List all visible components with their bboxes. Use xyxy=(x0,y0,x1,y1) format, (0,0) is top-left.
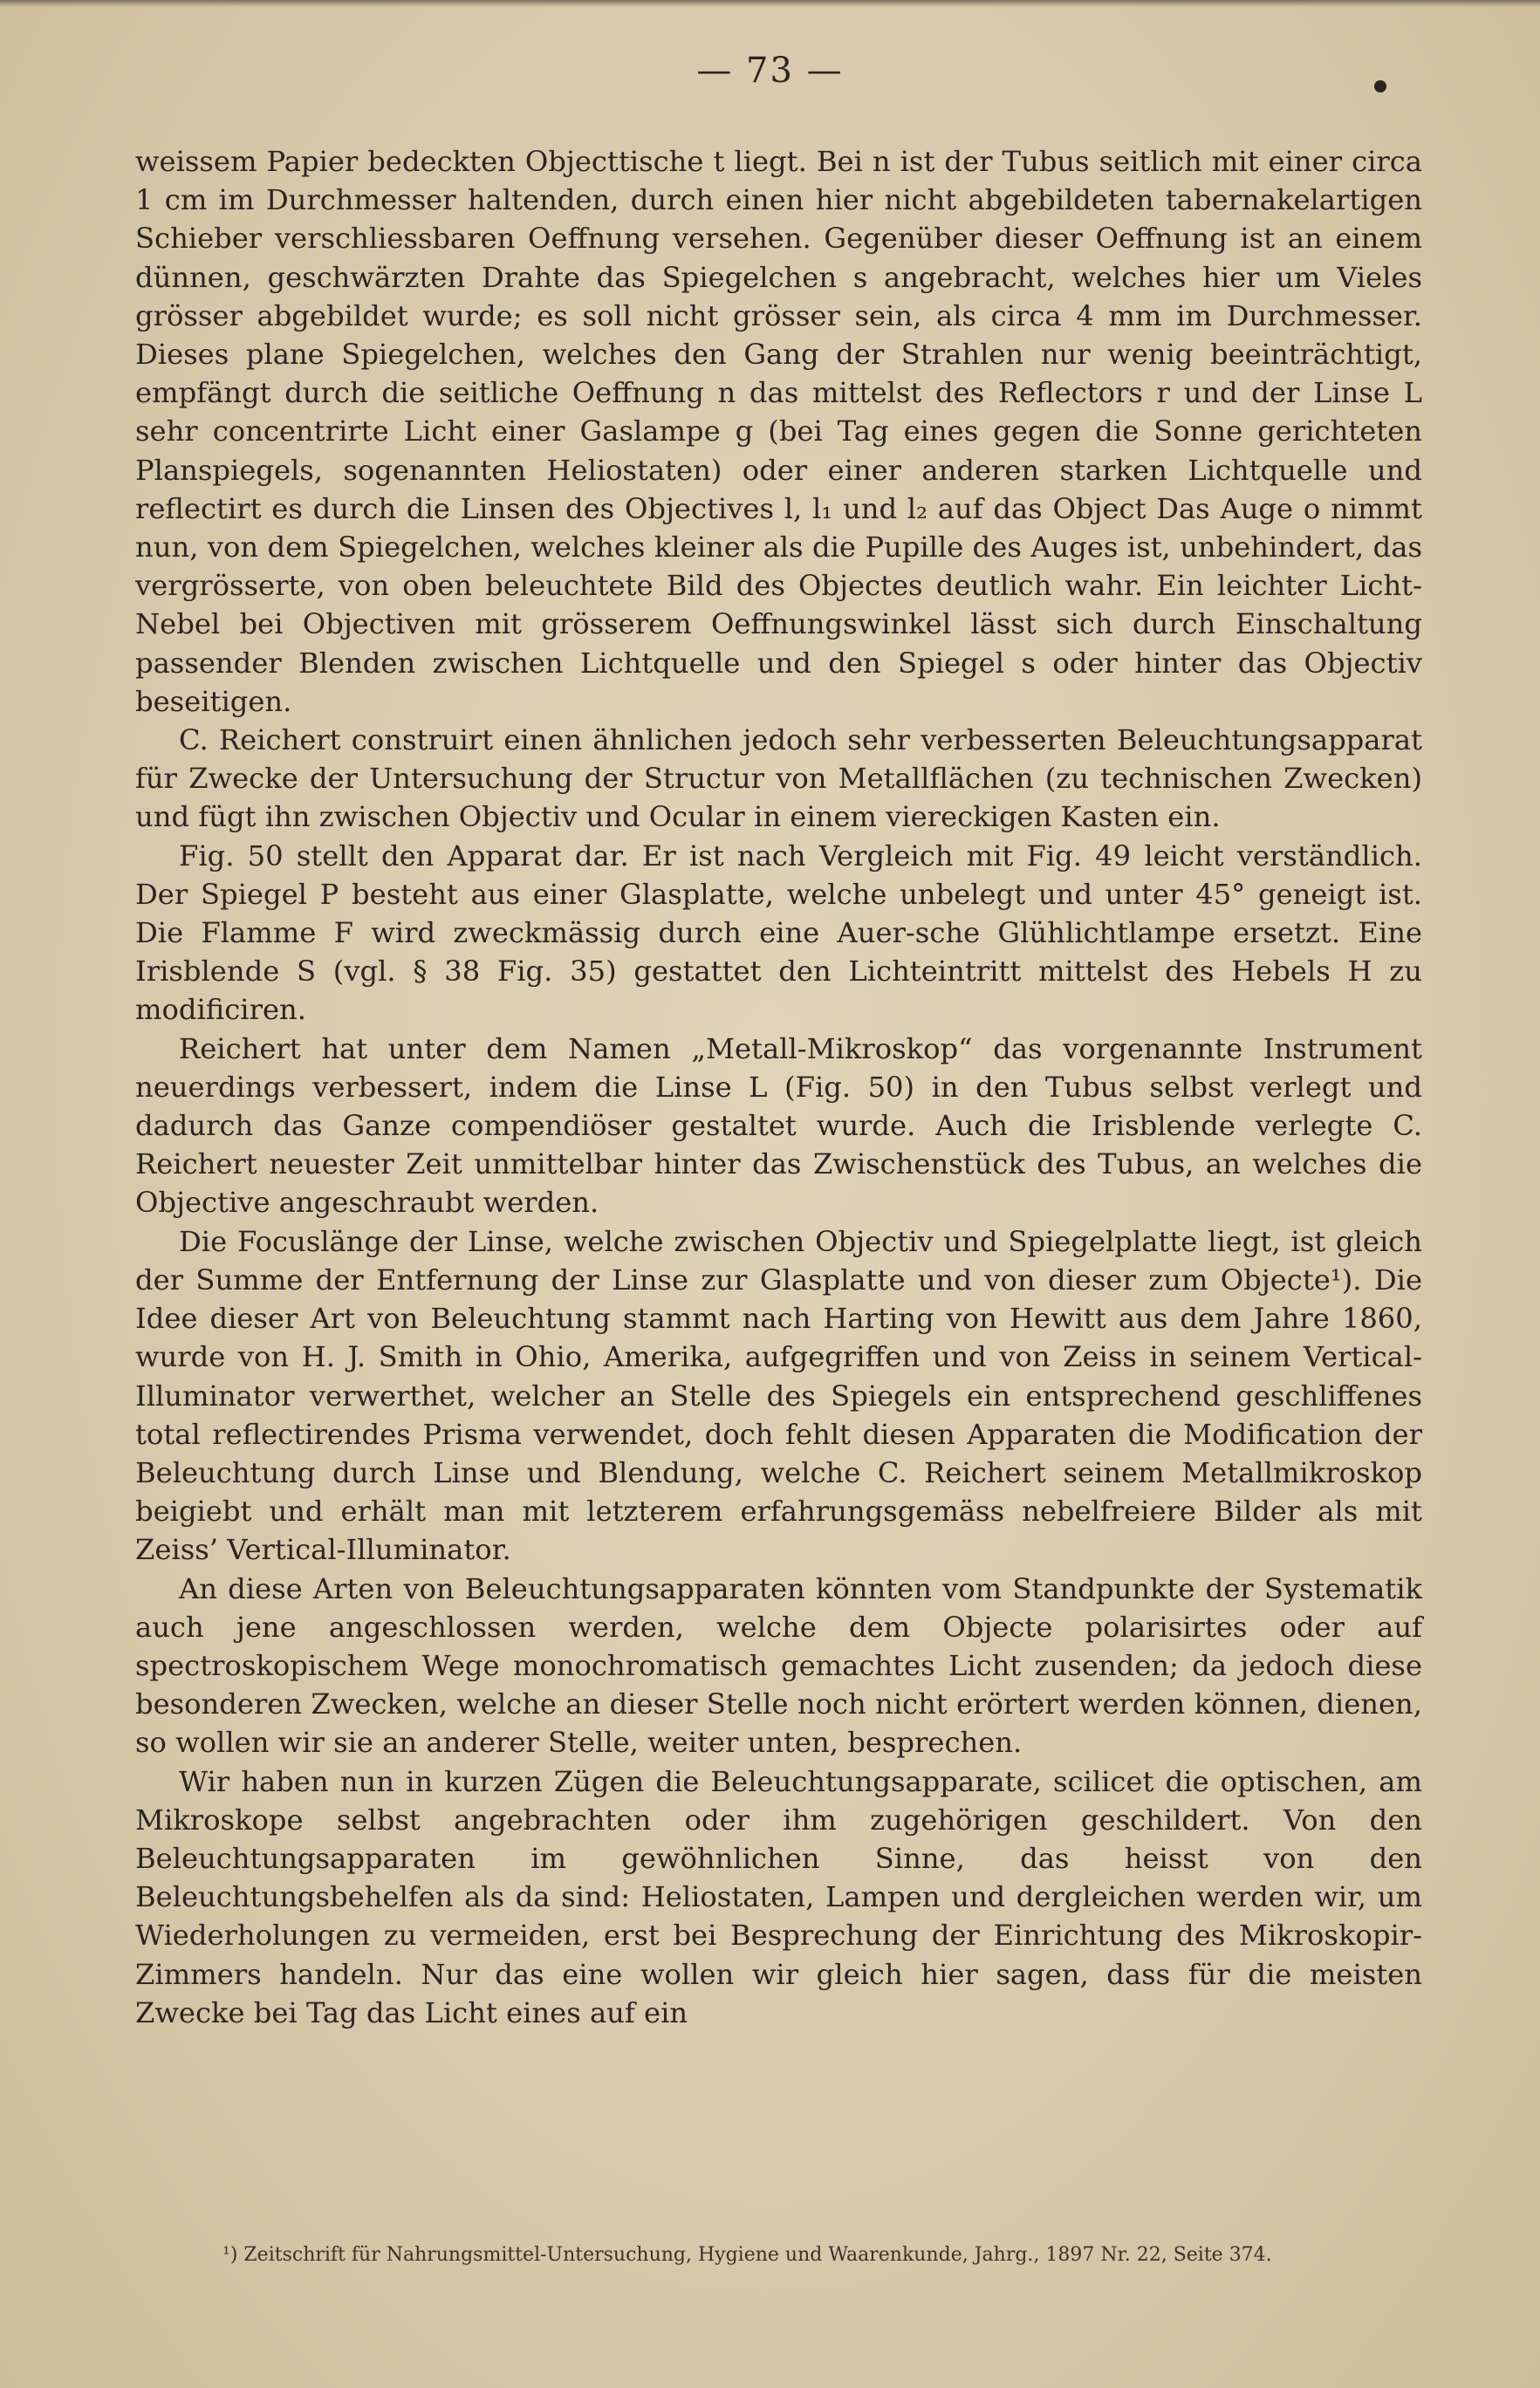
paragraph: An diese Arten von Beleuchtungsapparaten könnten vom Standpunkte der Systematik auch jene angeschlossen werden, welche dem Objecte polarisirtes oder auf spectroskopischem Wege monochromatisch gemachtes Licht zusenden; da jedoch diese besonderen Zwecken, welche an dieser Stelle noch nicht erörtert werden können, dienen, so wollen wir sie an anderer Stelle, weiter unten, besprechen. xyxy=(135,1571,1422,1760)
page-top-edge xyxy=(0,0,1540,7)
ink-spot xyxy=(1374,80,1386,92)
paragraph: Reichert hat unter dem Namen „Metall-Mikroskop“ das vorgenannte Instrument neuerdings verbessert, indem die Linse L (Fig. 50) in den Tubus selbst verlegt und dadurch das Ganze compendiöser gestaltet wurde. Auch die Irisblende verlegte C. Reichert neuester Zeit unmittelbar hinter das Zwischenstück des Tubus, an welches die Objective angeschraubt werden. xyxy=(135,1031,1422,1220)
footnote: ¹) Zeitschrift für Nahrungsmittel-Untersuchung, Hygiene und Waarenkunde, Jahrg., 1897 Nr. 22, Seite 374. xyxy=(222,2244,1272,2266)
paragraph: Die Focuslänge der Linse, welche zwischen Objectiv und Spiegelplatte liegt, ist gleich der Summe der Entfernung der Linse zur Glasplatte und von dieser zum Objecte¹). Die Idee dieser Art von Beleuchtung stammt nach Harting von Hewitt aus dem Jahre 1860, wurde von H. J. Smith in Ohio, Amerika, aufgegriffen und von Zeiss in seinem Vertical-Illuminator verwerthet, welcher an Stelle des Spiegels ein entsprechend geschliffenes total reflectirendes Prisma verwendet, doch fehlt diesen Apparaten die Modification der Beleuchtung durch Linse und Blendung, welche C. Reichert seinem Metallmikroskop beigiebt und erhält man mit letzterem erfahrungsgemäss nebelfreiere Bilder als mit Zeiss’ Vertical-Illuminator. xyxy=(135,1224,1422,1567)
paragraph: Fig. 50 stellt den Apparat dar. Er ist nach Vergleich mit Fig. 49 leicht verständlich. Der Spiegel P besteht aus einer Glasplatte, welche unbelegt und unter 45° geneigt ist. Die Flamme F wird zweckmässig durch eine Auer-sche Glühlichtlampe ersetzt. Eine Irisblende S (vgl. § 38 Fig. 35) gestattet den Lichteintritt mittelst des Hebels H zu modificiren. xyxy=(135,838,1422,1027)
paragraph: weissem Papier bedeckten Objecttische t liegt. Bei n ist der Tubus seitlich mit einer circa 1 cm im Durchmesser haltenden, durch einen hier nicht abgebildeten tabernakelartigen Schieber verschliessbaren Oeffnung versehen. Gegenüber dieser Oeffnung ist an einem dünnen, geschwärzten Drahte das Spiegelchen s angebracht, welches hier um Vieles grösser abgebildet wurde; es soll nicht grösser sein, als circa 4 mm im Durchmesser. Dieses plane Spiegelchen, welches den Gang der Strahlen nur wenig beeinträchtigt, empfängt durch die seitliche Oeffnung n das mittelst des Reflectors r und der Linse L sehr concentrirte Licht einer Gaslampe g (bei Tag eines gegen die Sonne gerichteten Planspiegels, sogenannten Heliostaten) oder einer anderen starken Lichtquelle und reflectirt es durch die Linsen des Objectives l, l₁ und l₂ auf das Object Das Auge o nimmt nun, von dem Spiegelchen, welches kleiner als die Pupille des Auges ist, unbehindert, das vergrösserte, von oben beleuchtete Bild des Objectes deutlich wahr. Ein leichter Licht-Nebel bei Objectiven mit grösserem Oeffnungswinkel lässt sich durch Einschaltung passender Blenden zwischen Lichtquelle und den Spiegel s oder hinter das Objectiv beseitigen. xyxy=(135,145,1422,718)
body-text xyxy=(135,142,1422,2032)
paragraph: C. Reichert construirt einen ähnlichen jedoch sehr verbesserten Beleuchtungsapparat für Zwecke der Untersuchung der Structur von Metallflächen (zu technischen Zwecken) und fügt ihn zwischen Objectiv und Ocular in einem viereckigen Kasten ein. xyxy=(135,723,1422,834)
paragraph: Wir haben nun in kurzen Zügen die Beleuchtungsapparate, scilicet die optischen, am Mikroskope selbst angebrachten oder ihm zugehörigen geschildert. Von den Beleuchtungsapparaten im gewöhnlichen Sinne, das heisst von den Beleuchtungsbehelfen als da sind: Heliostaten, Lampen und dergleichen werden wir, um Wiederholungen zu vermeiden, erst bei Besprechung der Einrichtung des Mikroskopir-Zimmers handeln. Nur das eine wollen wir gleich hier sagen, dass für die meisten Zwecke bei Tag das Licht eines auf ein xyxy=(135,1764,1422,2029)
page-number: — 73 — xyxy=(696,51,844,91)
